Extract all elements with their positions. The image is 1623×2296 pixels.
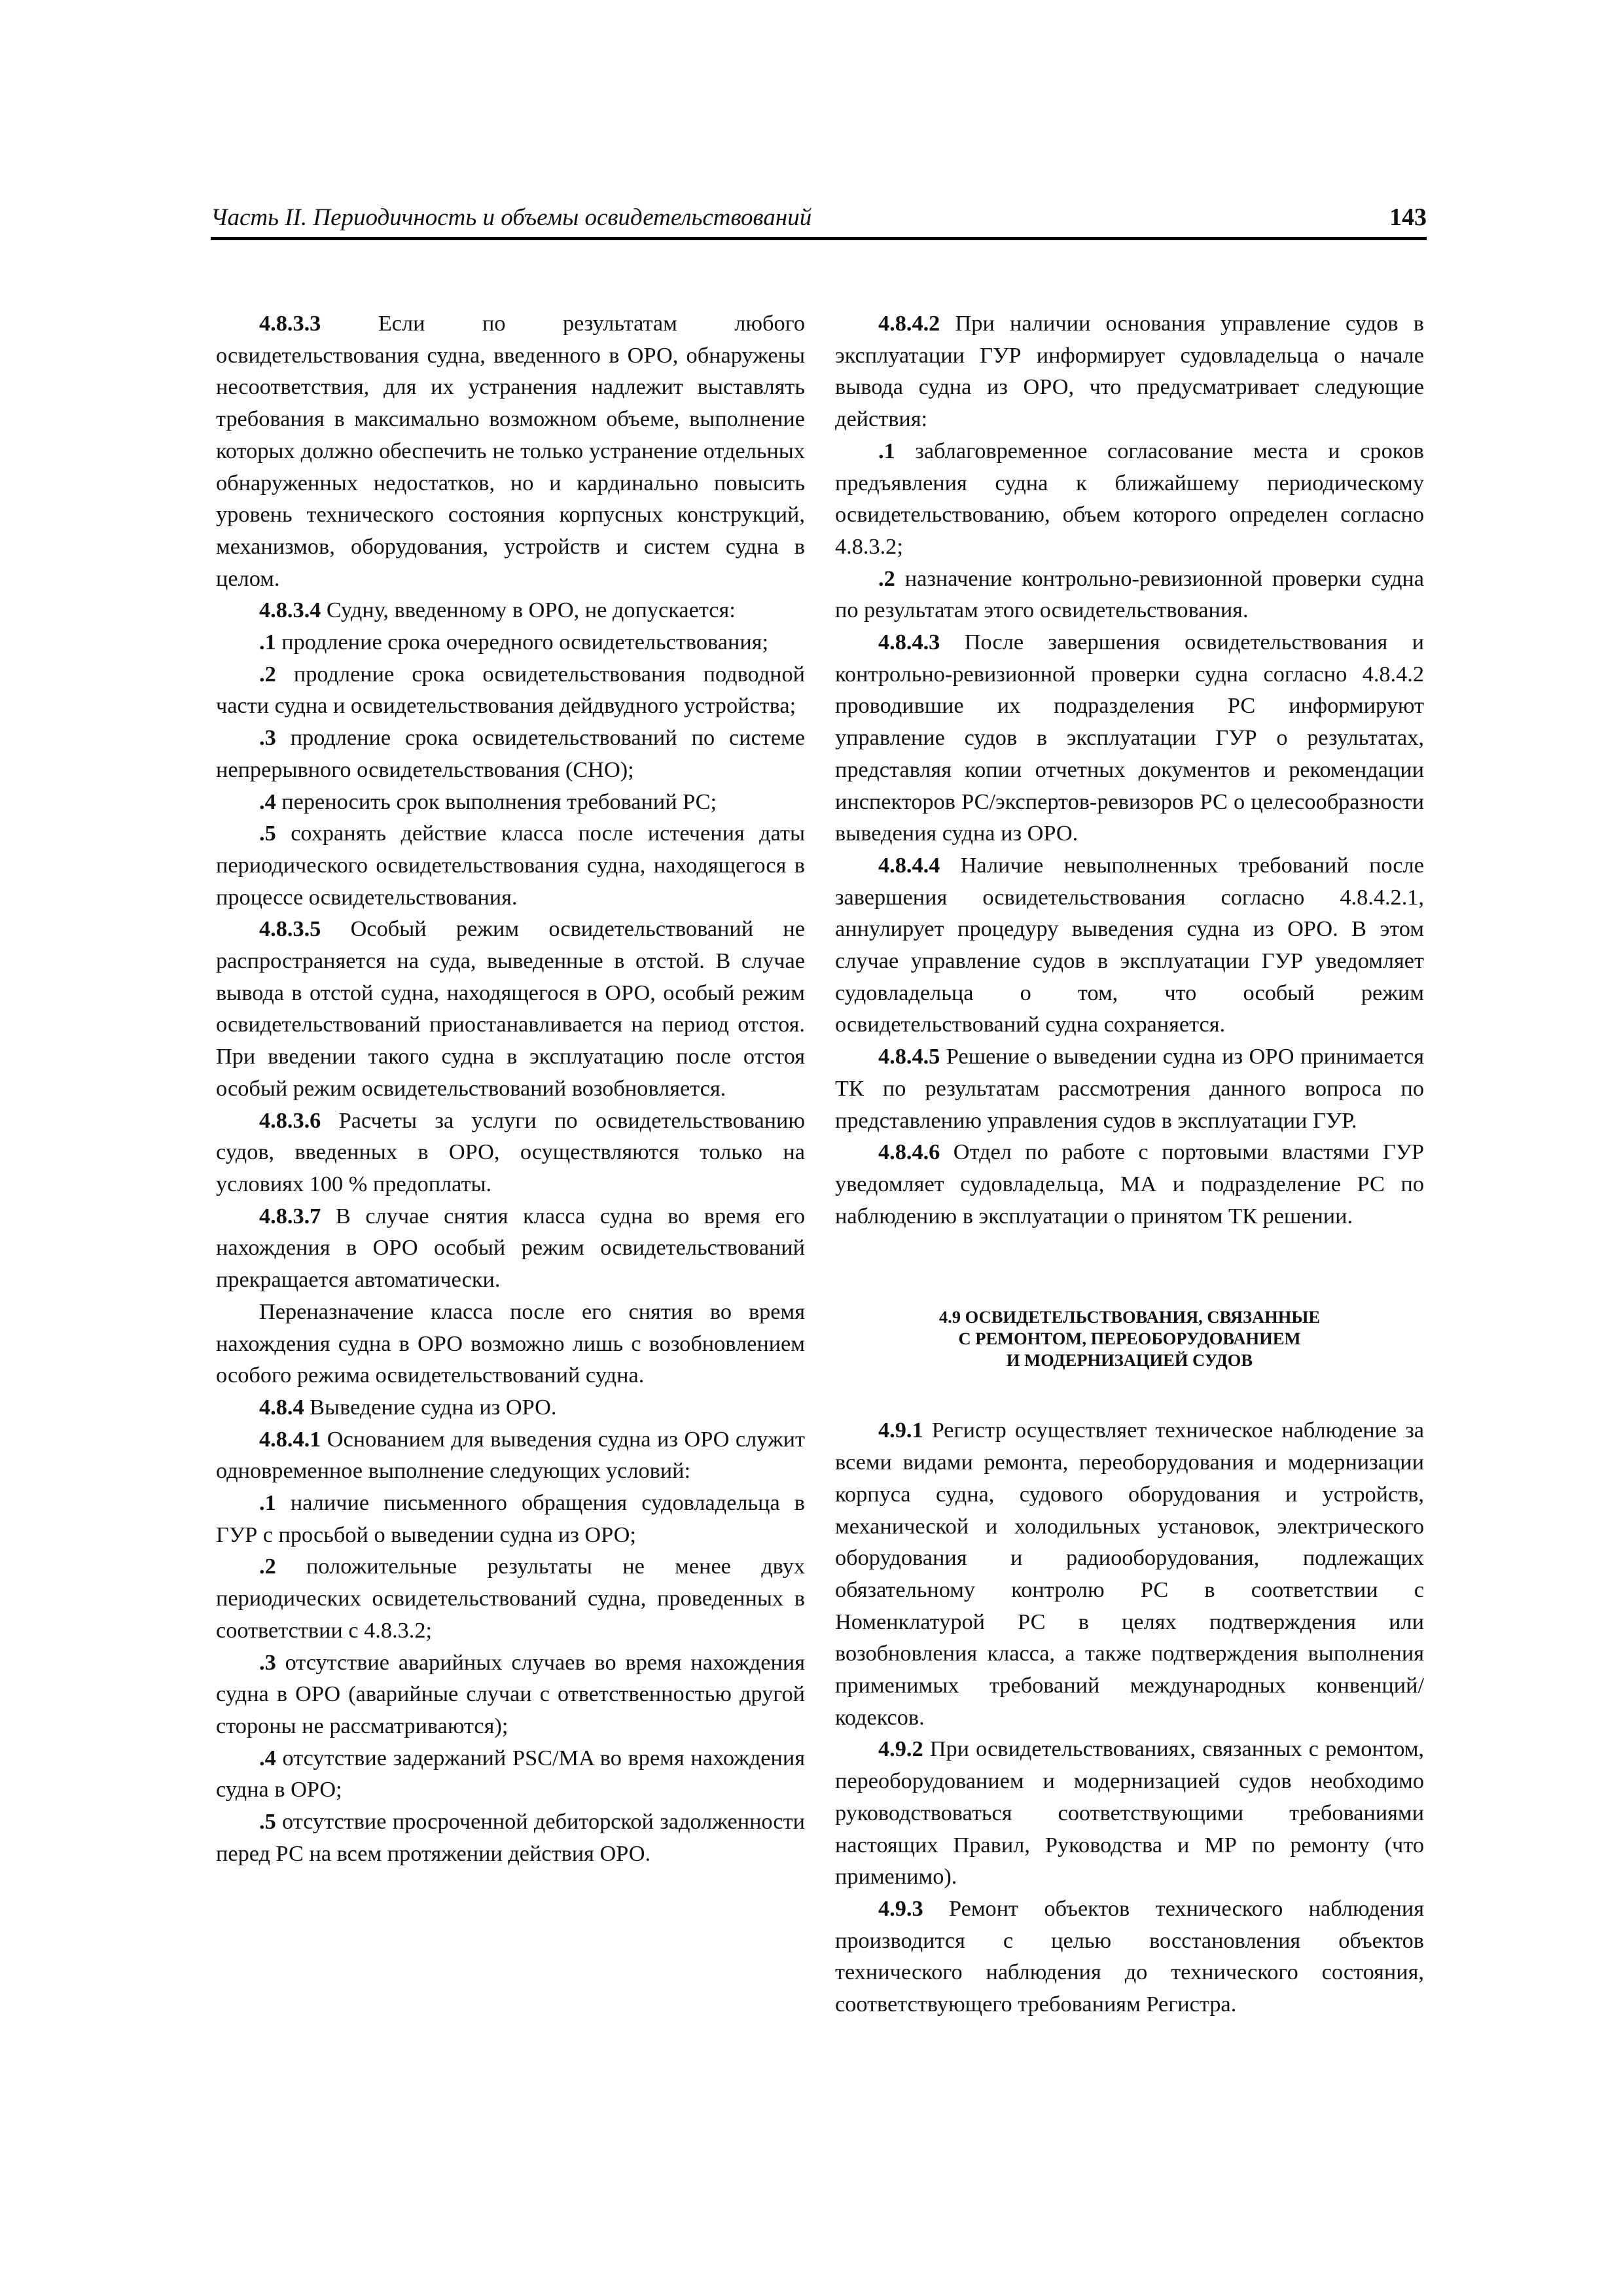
- paragraph-4-9-1: 4.9.1 Регистр осуществляет техническое наблюдение за всеми видами ремонта, переоборудования и модернизации корпуса судна, судового оборудования и устройств, механической и холодильных установок, электрического оборудования и радиооборудования, подлежащих обязательному контролю РС в соответствии с Номенклатурой РС в целях подтверждения или возобновления класса, а также подтверждения выполнения применимых требований международных конвенций/кодексов.: [835, 1418, 1424, 1730]
- paragraph-4-8-4-5: 4.8.4.5 Решение о выведении судна из ОРО принимается ТК по результатам рассмотрения данного вопроса по представлению управления судов в эксплуатации ГУР.: [835, 1044, 1424, 1133]
- list-item-3: .3 отсутствие аварийных случаев во время нахождения судна в ОРО (аварийные случаи с ответственностью другой стороны не рассматриваются);: [216, 1649, 805, 1738]
- paragraph-4-9-3: 4.9.3 Ремонт объектов технического наблюдения производится с целью восстановления объектов технического наблюдения до технического состояния, соответствующего требованиям Регистра.: [835, 1895, 1424, 2017]
- list-item-2: .2 продление срока освидетельствования подводной части судна и освидетельствования дейдвудного устройства;: [216, 661, 805, 719]
- paragraph-4-8-4-6: 4.8.4.6 Отдел по работе с портовыми властями ГУР уведомляет судовладельца, МА и подразделение РС по наблюдению в эксплуатации о принятом ТК решении.: [835, 1139, 1424, 1229]
- right-column: [835, 308, 1424, 2020]
- list-item-2: .2 назначение контрольно-ревизионной проверки судна по результатам этого освидетельствования.: [835, 565, 1424, 623]
- paragraph-4-8-4-1: 4.8.4.1 Основанием для выведения судна из ОРО служит одновременное выполнение следующих условий:: [216, 1426, 805, 1484]
- paragraph-4-8-3-4: 4.8.3.4 Судну, введенному в ОРО, не допускается:: [259, 598, 736, 623]
- paragraph-4-8-3-7: 4.8.3.7 В случае снятия класса судна во время его нахождения в ОРО особый режим освидетельствований прекращается автоматически.: [216, 1203, 805, 1293]
- list-item-5: .5 отсутствие просроченной дебиторской задолженности перед РС на всем протяжении действия ОРО.: [216, 1809, 805, 1866]
- list-item-1: .1 продление срока очередного освидетельствования;: [259, 630, 768, 655]
- section-heading-4-9: 4.9 ОСВИДЕТЕЛЬСТВОВАНИЯ, СВЯЗАННЫЕ С РЕМОНТОМ, ПЕРЕОБОРУДОВАНИЕМ И МОДЕРНИЗАЦИЕЙ СУДОВ: [938, 1307, 1321, 1371]
- page-number: 143: [1389, 204, 1427, 231]
- paragraph-4-8-3-6: 4.8.3.6 Расчеты за услуги по освидетельствованию судов, введенных в ОРО, осуществляются только на условиях 100 % предоплаты.: [216, 1107, 805, 1196]
- paragraph-4-8-4-3: 4.8.4.3 После завершения освидетельствования и контрольно-ревизионной проверки судна согласно 4.8.4.2 проводившие их подразделения РС информируют управление судов в эксплуатации ГУР о результатах, представляя копии отчетных документов и рекомендации инспекторов РС/экспертов-ревизоров РС о целесообразности выведения судна из ОРО.: [835, 630, 1424, 846]
- list-item-2: .2 положительные результаты не менее двух периодических освидетельствований судна, проведенных в соответствии с 4.8.3.2;: [216, 1554, 805, 1643]
- paragraph-reassignment: Переназначение класса после его снятия во время нахождения судна в ОРО возможно лишь с возобновлением особого режима освидетельствований судна.: [216, 1299, 805, 1388]
- list-item-4: .4 переносить срок выполнения требований РС;: [259, 789, 717, 814]
- list-item-1: .1 заблаговременное согласование места и сроков предъявления судна к ближайшему периодическому освидетельствованию, объем которого определен согласно 4.8.3.2;: [835, 438, 1424, 559]
- paragraph-4-8-4: 4.8.4 Выведение судна из ОРО.: [259, 1394, 557, 1420]
- list-item-3: .3 продление срока освидетельствований по системе непрерывного освидетельствования (СНО);: [216, 725, 805, 782]
- paragraph-4-8-4-4: 4.8.4.4 Наличие невыполненных требований после завершения освидетельствования согласно 4.8.4.2.1, аннулирует процедуру выведения судна из ОРО. В этом случае управление судов в эксплуатации ГУР уведомляет судовладельца о том, что особый режим освидетельствований судна сохраняется.: [835, 852, 1424, 1037]
- list-item-5: .5 сохранять действие класса после истечения даты периодического освидетельствования судна, находящегося в процессе освидетельствования.: [216, 821, 805, 910]
- paragraph-4-8-3-3: 4.8.3.3 Если по результатам любого освидетельствования судна, введенного в ОРО, обнаружены несоответствия, для их устранения надлежит выставлять требования в максимально возможном объеме, выполнение которых должно обеспечить не только устранение отдельных обнаруженных недостатков, но и кардинально повысить уровень технического состояния корпусных конструкций, механизмов, оборудования, устройств и систем судна в целом.: [216, 311, 805, 591]
- paragraph-4-8-4-2: 4.8.4.2 При наличии основания управление судов в эксплуатации ГУР информирует судовладельца о начале вывода судна из ОРО, что предусматривает следующие действия:: [835, 311, 1424, 432]
- header-title: Часть II. Периодичность и объемы освидетельствований: [211, 204, 812, 231]
- paragraph-4-8-3-5: 4.8.3.5 Особый режим освидетельствований не распространяется на суда, выведенные в отстой. В случае вывода в отстой судна, находящегося в ОРО, особый режим освидетельствований приостанавливается на период отстоя. При введении такого судна в эксплуатацию после отстоя особый режим освидетельствований возобновляется.: [216, 916, 805, 1101]
- list-item-1: .1 наличие письменного обращения судовладельца в ГУР с просьбой о выведении судна из ОРО;: [216, 1490, 805, 1547]
- paragraph-4-9-2: 4.9.2 При освидетельствованиях, связанных с ремонтом, переоборудованием и модернизацией судов необходимо руководствоваться соответствующими требованиями настоящих Правил, Руководства и МР по ремонту (что применимо).: [835, 1736, 1424, 1890]
- list-item-4: .4 отсутствие задержаний PSC/MA во время нахождения судна в ОРО;: [216, 1745, 805, 1803]
- left-column: [216, 308, 805, 1869]
- running-header: [211, 196, 1427, 240]
